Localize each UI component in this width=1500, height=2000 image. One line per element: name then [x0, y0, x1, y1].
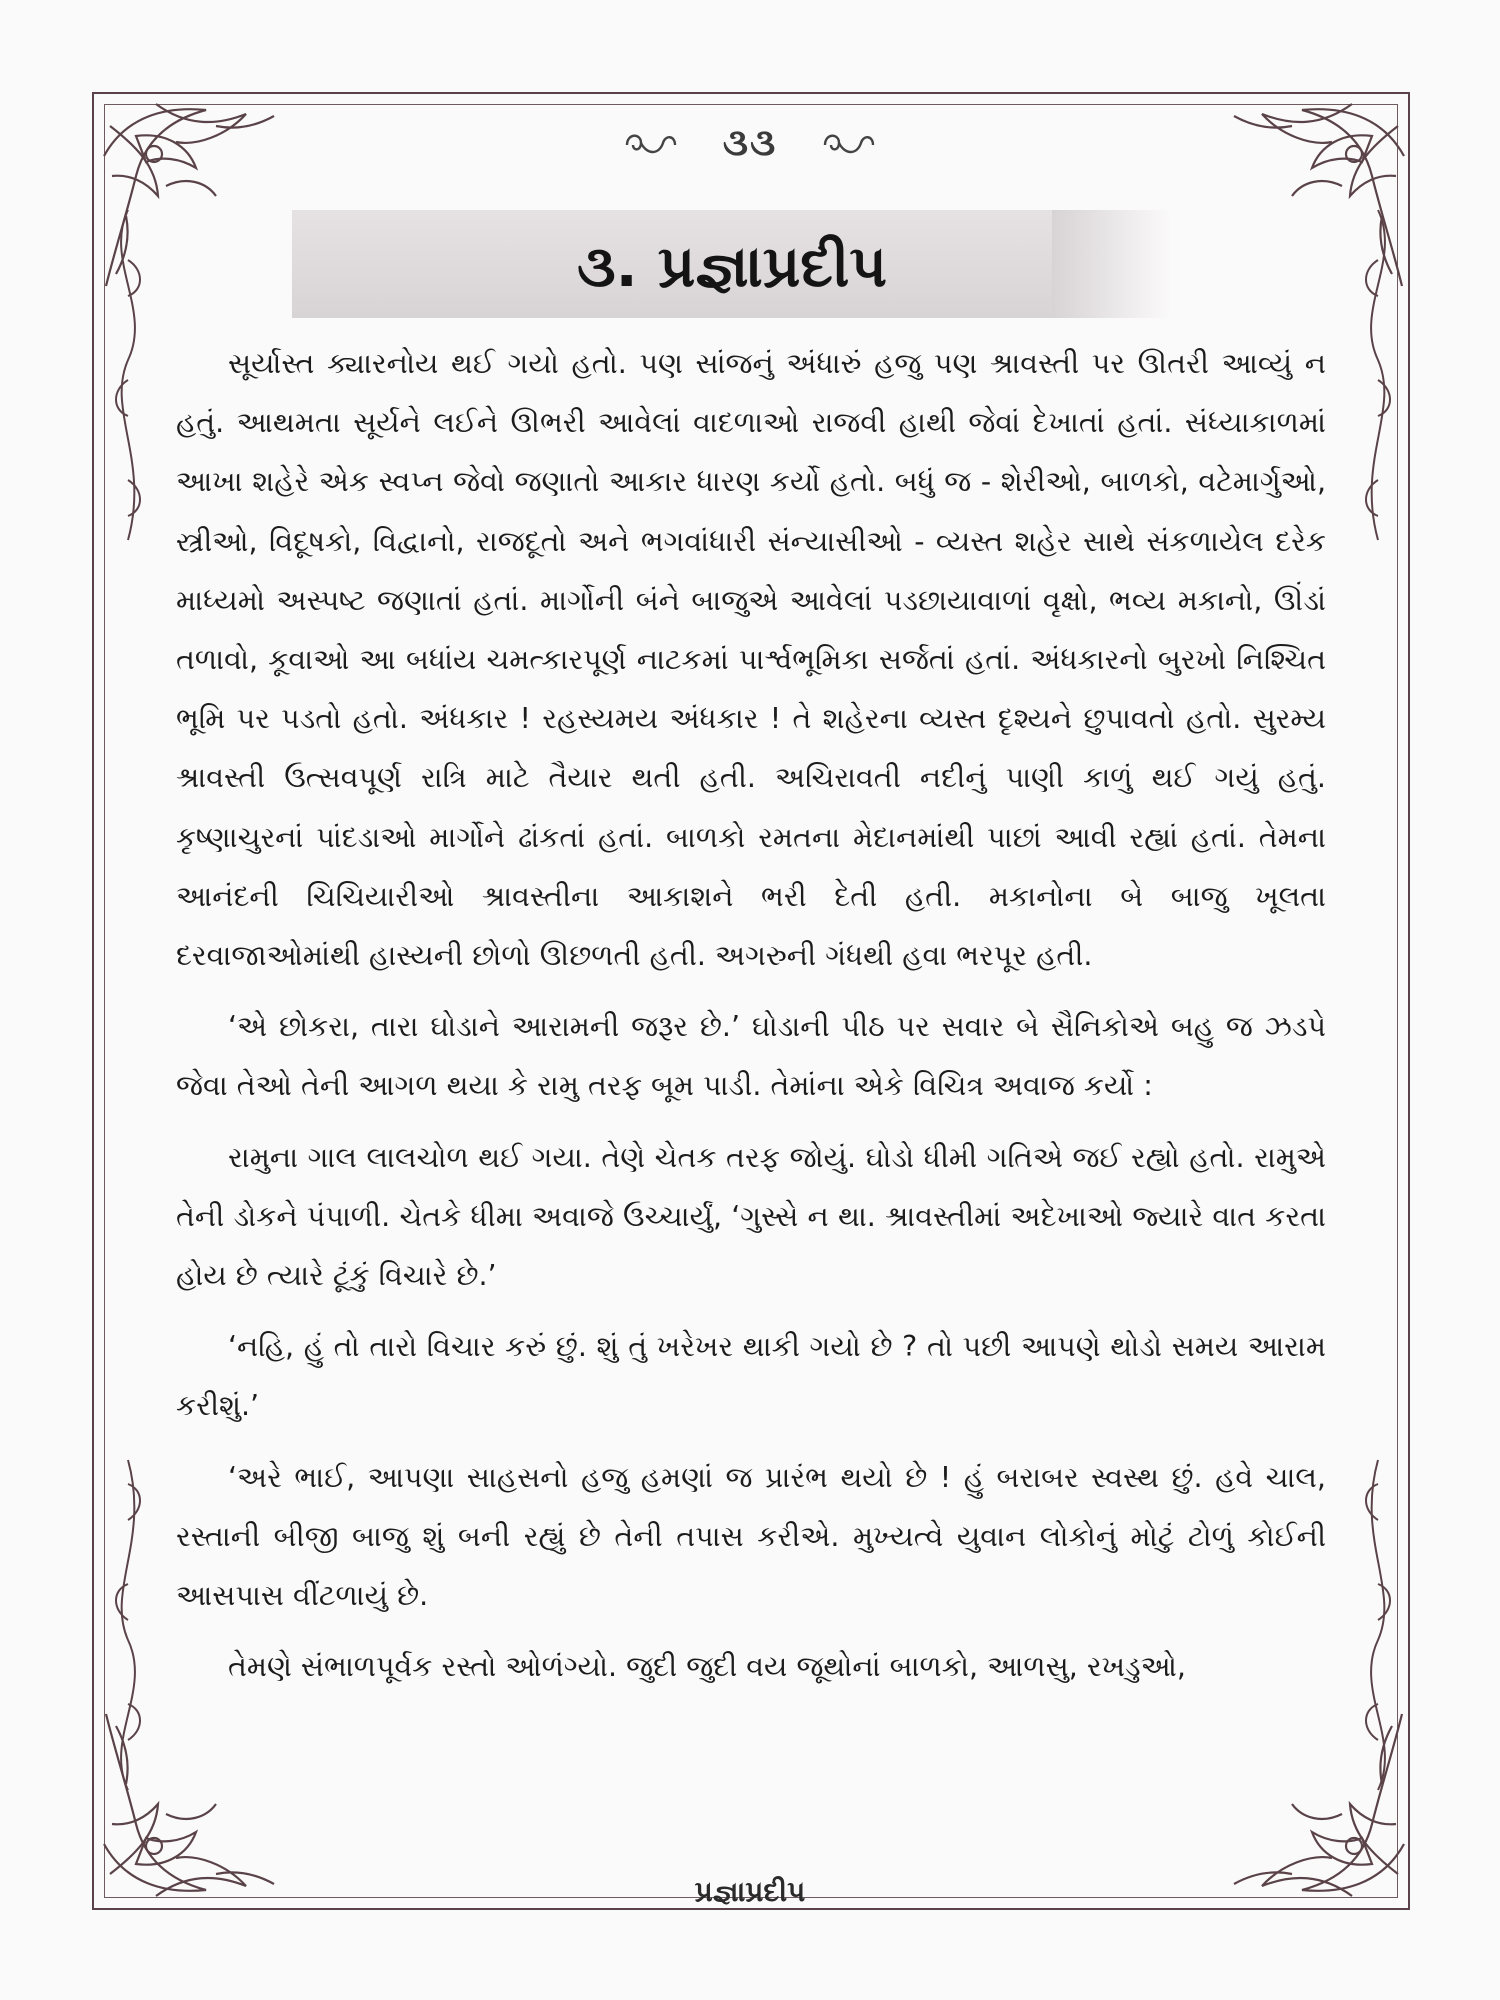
side-ornament-left-top	[98, 200, 158, 560]
paragraph: ‘અરે ભાઈ, આપણા સાહસનો હજુ હમણાં જ પ્રારંભ થયો છે ! હું બરાબર સ્વસ્થ છું. હવે ચાલ, રસ્તાની બીજી બાજુ શું બની રહ્યું છે તેની તપાસ કરીએ. મુખ્યત્વે યુવાન લોકોનું મોટું ટોળું કોઈની આસપાસ વીંટળાયું છે.	[176, 1460, 1326, 1613]
paragraph: ‘નહિ, હું તો તારો વિચાર કરું છું. શું તું ખરેખર થાકી ગયો છે ? તો પછી આપણે થોડો સમય આરામ કરીશું.’	[176, 1330, 1326, 1423]
side-ornament-right-top	[1348, 200, 1408, 560]
side-ornament-left-bottom	[98, 1440, 158, 1800]
chapter-title: ૩. પ્રજ્ઞાપ્રદીપ	[576, 232, 888, 300]
curl-ornament-icon	[623, 127, 679, 157]
page-number: ૩૩	[722, 119, 778, 164]
paragraph: તેમણે સંભાળપૂર્વક રસ્તો ઓળંગ્યો. જુદી જુદી વય જૂથોનાં બાળકો, આળસુ, રખડુઓ,	[228, 1650, 1186, 1684]
paragraph: સૂર્યાસ્ત ક્યારનોય થઈ ગયો હતો. પણ સાંજનું અંધારું હજુ પણ શ્રાવસ્તી પર ઊતરી આવ્યું ન હતું. આથમતા સૂર્યને લઈને ઊભરી આવેલાં વાદળાઓ રાજવી હાથી જેવાં દેખાતાં હતાં. સંધ્યાકાળમાં આખા શહેરે એક સ્વપ્ન જેવો જણાતો આકાર ધારણ કર્યો હતો. બધું જ - શેરીઓ, બાળકો, વટેમાર્ગુઓ, સ્ત્રીઓ, વિદૂષકો, વિદ્વાનો, રાજદૂતો અને ભગવાંધારી સંન્યાસીઓ - વ્યસ્ત શહેર સાથે સંકળાયેલ દરેક માધ્યમો અસ્પષ્ટ જણાતાં હતાં. માર્ગોની બંને બાજુએ આવેલાં પડછાયાવાળાં વૃક્ષો, ભવ્ય મકાનો, ઊંડાં તળાવો, કૂવાઓ આ બધાંય ચમત્કારપૂર્ણ નાટકમાં પાર્શ્વભૂમિકા સર્જતાં હતાં. અંધકારનો બુરખો નિશ્ચિત ભૂમિ પર પડતો હતો. અંધકાર ! રહસ્યમય અંધકાર ! તે શહેરના વ્યસ્ત દૃશ્યને છુપાવતો હતો. સુરમ્ય શ્રાવસ્તી ઉત્સવપૂર્ણ રાત્રિ માટે તૈયાર થતી હતી. અચિરાવતી નદીનું પાણી કાળું થઈ ગયું હતું. કૃષ્ણાચુરનાં પાંદડાઓ માર્ગોને ઢાંકતાં હતાં. બાળકો રમતના મેદાનમાંથી પાછાં આવી રહ્યાં હતાં. તેમના આનંદની ચિચિયારીઓ શ્રાવસ્તીના આકાશને ભરી દેતી હતી. મકાનોના બે બાજુ ખૂલતા દરવાજાઓમાંથી હાસ્યની છોળો ઊછળતી હતી. અગરુની ગંધથી હવા ભરપૂર હતી.	[176, 347, 1326, 973]
footer-book-title: પ્રજ્ઞાપ્રદીપ	[694, 1875, 806, 1908]
paragraph: ‘એ છોકરા, તારા ઘોડાને આરામની જરૂર છે.’ ઘોડાની પીઠ પર સવાર બે સૈનિકોએ બહુ જ ઝડપે જેવા તેઓ તેની આગળ થયા કે રામુ તરફ બૂમ પાડી. તેમાંના એકે વિચિત્ર અવાજ કર્યો :	[176, 1010, 1326, 1103]
curl-ornament-icon	[821, 127, 877, 157]
body-text	[176, 334, 1326, 1696]
paragraph: રામુના ગાલ લાલચોળ થઈ ગયા. તેણે ચેતક તરફ જોયું. ઘોડો ધીમી ગતિએ જઈ રહ્યો હતો. રામુએ તેની ડોકને પંપાળી. ચેતકે ધીમા અવાજે ઉચ્ચાર્યું, ‘ગુસ્સે ન થા. શ્રાવસ્તીમાં અદેખાઓ જ્યારે વાત કરતા હોય છે ત્યારે ટૂંકું વિચારે છે.’	[176, 1140, 1326, 1293]
page-header	[0, 112, 1500, 172]
side-ornament-right-bottom	[1348, 1440, 1408, 1800]
